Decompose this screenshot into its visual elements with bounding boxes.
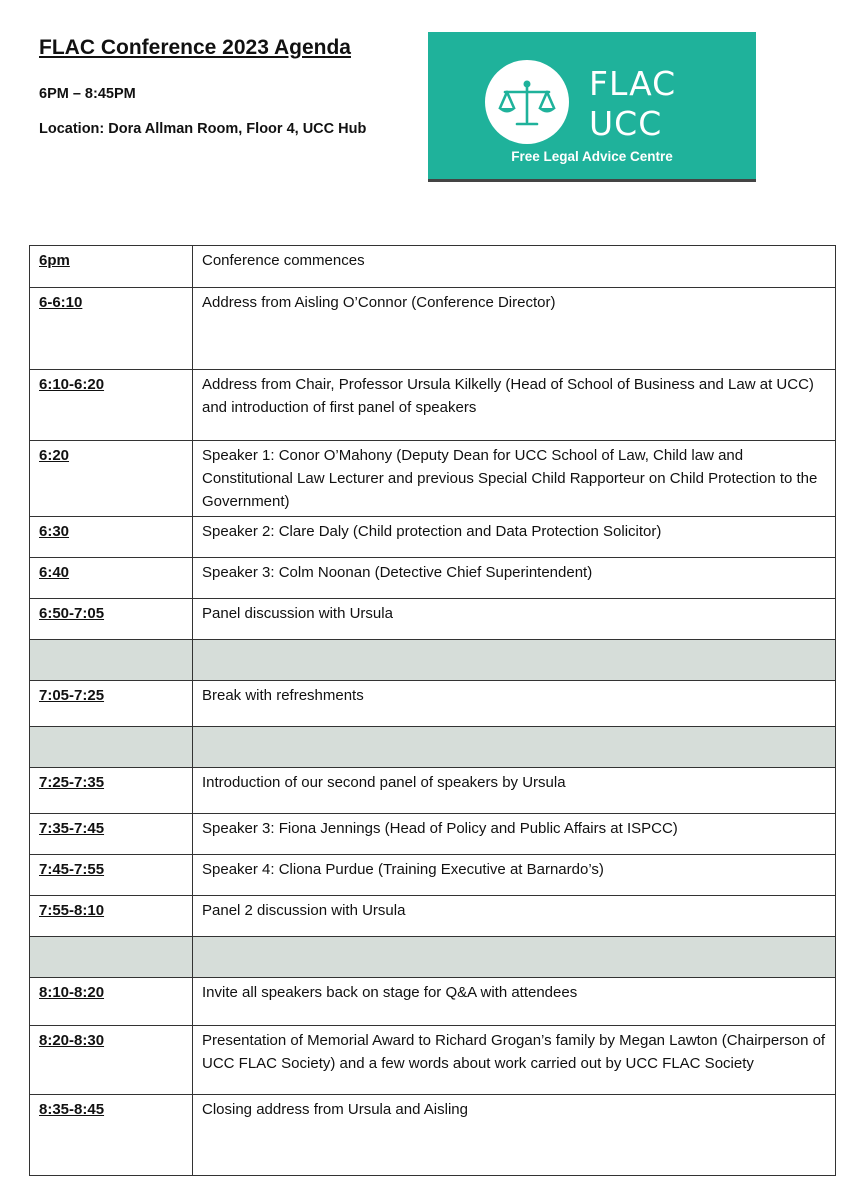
agenda-row [30, 681, 836, 727]
agenda-time: 6:30 [30, 517, 193, 558]
agenda-description: Conference commences [193, 246, 836, 288]
agenda-row [30, 517, 836, 558]
agenda-description: Invite all speakers back on stage for Q&A with attendees [193, 978, 836, 1026]
agenda-time: 8:35-8:45 [30, 1095, 193, 1176]
page-title: FLAC Conference 2023 Agenda [39, 36, 351, 59]
event-location: Location: Dora Allman Room, Floor 4, UCC Hub [39, 121, 367, 137]
agenda-time: 7:55-8:10 [30, 896, 193, 937]
agenda-row [30, 558, 836, 599]
agenda-row [30, 814, 836, 855]
agenda-spacer-row [30, 937, 836, 978]
agenda-description [193, 640, 836, 681]
agenda-row [30, 896, 836, 937]
agenda-description: Introduction of our second panel of speakers by Ursula [193, 768, 836, 814]
agenda-table [29, 245, 836, 1176]
agenda-row [30, 855, 836, 896]
agenda-description: Panel 2 discussion with Ursula [193, 896, 836, 937]
agenda-time: 7:05-7:25 [30, 681, 193, 727]
agenda-description [193, 937, 836, 978]
agenda-time [30, 640, 193, 681]
flac-ucc-logo [428, 32, 756, 182]
agenda-time: 7:45-7:55 [30, 855, 193, 896]
agenda-description: Address from Chair, Professor Ursula Kilkelly (Head of School of Business and Law at UCC) and introduction of first panel of speakers [193, 370, 836, 441]
agenda-description: Presentation of Memorial Award to Richard Grogan’s family by Megan Lawton (Chairperson of UCC FLAC Society) and a few words about work carried out by UCC FLAC Society [193, 1026, 836, 1095]
agenda-description: Speaker 1: Conor O’Mahony (Deputy Dean for UCC School of Law, Child law and Constitutional Law Lecturer and previous Special Child Rapporteur on Child Protection to the Government) [193, 441, 836, 517]
logo-emblem [485, 60, 569, 144]
logo-line-flac: FLAC [589, 64, 677, 103]
agenda-row [30, 246, 836, 288]
agenda-time: 8:20-8:30 [30, 1026, 193, 1095]
agenda-spacer-row [30, 727, 836, 768]
agenda-row [30, 1095, 836, 1176]
agenda-time: 7:35-7:45 [30, 814, 193, 855]
agenda-description: Address from Aisling O’Connor (Conference Director) [193, 288, 836, 370]
agenda-time: 6pm [30, 246, 193, 288]
agenda-time [30, 937, 193, 978]
agenda-time: 7:25-7:35 [30, 768, 193, 814]
agenda-time: 6:10-6:20 [30, 370, 193, 441]
agenda-row [30, 370, 836, 441]
agenda-time [30, 727, 193, 768]
agenda-row [30, 978, 836, 1026]
agenda-description: Speaker 3: Colm Noonan (Detective Chief Superintendent) [193, 558, 836, 599]
agenda-description: Speaker 4: Cliona Purdue (Training Executive at Barnardo’s) [193, 855, 836, 896]
agenda-time: 6:40 [30, 558, 193, 599]
agenda-description: Break with refreshments [193, 681, 836, 727]
agenda-time: 6:20 [30, 441, 193, 517]
agenda-row [30, 288, 836, 370]
agenda-description [193, 727, 836, 768]
agenda-row [30, 768, 836, 814]
agenda-time: 6-6:10 [30, 288, 193, 370]
agenda-row [30, 599, 836, 640]
agenda-description: Speaker 3: Fiona Jennings (Head of Policy and Public Affairs at ISPCC) [193, 814, 836, 855]
logo-subtitle: Free Legal Advice Centre [511, 149, 673, 164]
agenda-description: Closing address from Ursula and Aisling [193, 1095, 836, 1176]
agenda-time: 6:50-7:05 [30, 599, 193, 640]
logo-line-ucc: UCC [589, 104, 663, 143]
agenda-description: Panel discussion with Ursula [193, 599, 836, 640]
agenda-row [30, 1026, 836, 1095]
scales-of-justice-icon [485, 60, 569, 144]
agenda-row [30, 441, 836, 517]
event-time-range: 6PM – 8:45PM [39, 86, 136, 102]
agenda-spacer-row [30, 640, 836, 681]
agenda-time: 8:10-8:20 [30, 978, 193, 1026]
agenda-description: Speaker 2: Clare Daly (Child protection and Data Protection Solicitor) [193, 517, 836, 558]
